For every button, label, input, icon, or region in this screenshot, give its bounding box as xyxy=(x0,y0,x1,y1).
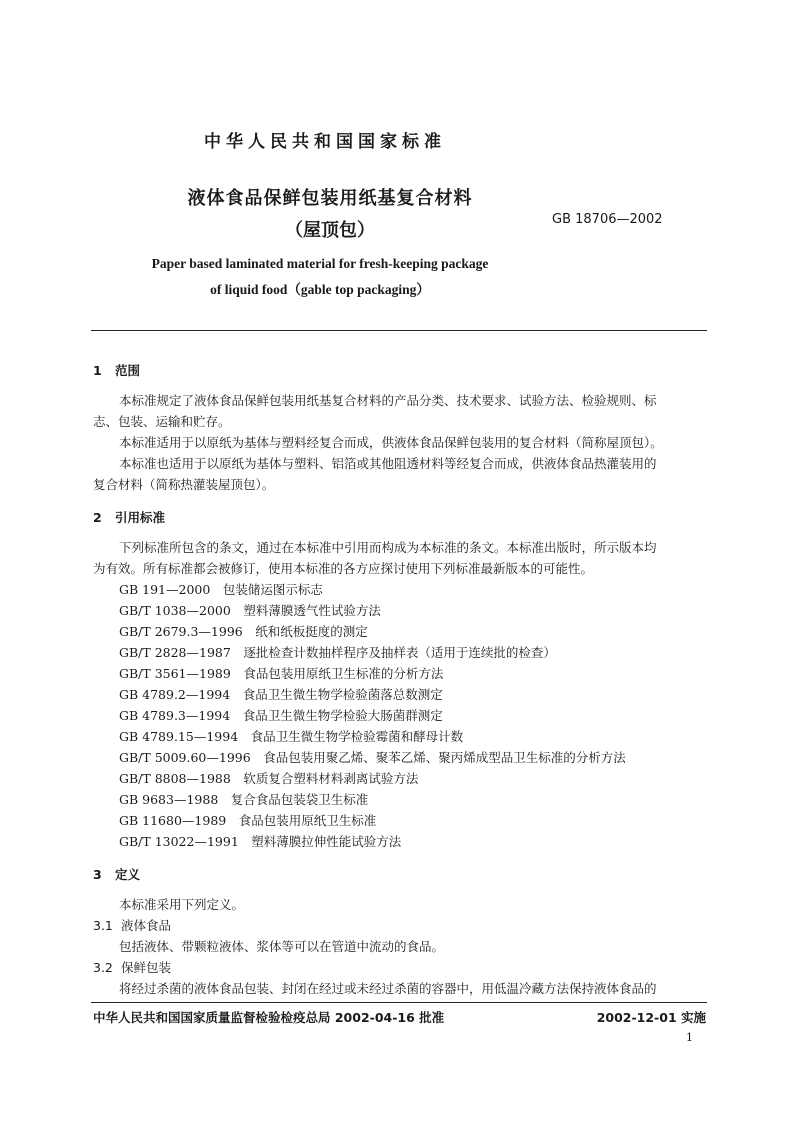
reference-item xyxy=(119,601,381,619)
section-2-heading xyxy=(93,508,165,526)
definition-number: 3.1 xyxy=(93,918,113,933)
reference-code: GB 4789.3—1994 xyxy=(119,708,231,723)
reference-name: 包装储运图示标志 xyxy=(222,582,323,597)
definition-3-1-heading xyxy=(93,916,171,934)
reference-code: GB 4789.2—1994 xyxy=(119,687,231,702)
definition-3-2-heading xyxy=(93,958,171,976)
paragraph: 本标准规定了液体食品保鲜包装用纸基复合材料的产品分类、技术要求、试验方法、检验规则、标 xyxy=(119,393,657,408)
reference-code: GB/T 13022—1991 xyxy=(119,834,239,849)
paragraph: 将经过杀菌的液体食品包装、封闭在经过或未经过杀菌的容器中，用低温冷藏方法保持液体食品的 xyxy=(119,981,657,996)
section-number: 1 xyxy=(93,363,102,378)
reference-name: 软质复合塑料材料剥离试验方法 xyxy=(243,771,419,786)
document-title: 液体食品保鲜包装用纸基复合材料 xyxy=(187,188,473,209)
footer-divider xyxy=(91,1002,707,1003)
reference-name: 食品卫生微生物学检验霉菌和酵母计数 xyxy=(250,729,464,744)
section-title: 范围 xyxy=(115,363,141,378)
reference-item xyxy=(119,832,401,850)
reference-name: 食品包装用原纸卫生标准 xyxy=(238,813,377,828)
reference-item xyxy=(119,769,418,787)
paragraph: 下列标准所包含的条文，通过在本标准中引用而构成为本标准的条文。本标准出版时，所示版本均 xyxy=(119,540,657,555)
national-standard-heading: 中华人民共和国国家标准 xyxy=(204,132,446,152)
standard-code: GB 18706—2002 xyxy=(552,212,663,227)
page-number: 1 xyxy=(686,1031,693,1044)
paragraph: 本标准适用于以原纸为基体与塑料经复合而成，供液体食品保鲜包装用的复合材料（简称屋顶包）。 xyxy=(119,435,663,450)
document-subtitle: （屋顶包） xyxy=(285,220,375,241)
reference-name: 食品包装用聚乙烯、聚苯乙烯、聚丙烯成型品卫生标准的分析方法 xyxy=(263,750,626,765)
reference-code: GB/T 2828—1987 xyxy=(119,645,231,660)
english-title-line-2: of liquid food（gable top packaging） xyxy=(210,282,430,297)
english-title-line-1: Paper based laminated material for fresh-keeping package xyxy=(151,256,489,271)
reference-item xyxy=(119,748,626,766)
implementation-date: 2002-12-01 实施 xyxy=(596,1010,706,1025)
reference-code: GB 11680—1989 xyxy=(119,813,227,828)
section-title: 引用标准 xyxy=(115,510,166,525)
header-divider xyxy=(91,330,707,331)
definition-term: 液体食品 xyxy=(120,918,171,933)
definition-term: 保鲜包装 xyxy=(120,960,171,975)
reference-code: GB 4789.15—1994 xyxy=(119,729,239,744)
reference-item xyxy=(119,727,463,745)
reference-item xyxy=(119,706,443,724)
reference-code: GB/T 2679.3—1996 xyxy=(119,624,243,639)
reference-item xyxy=(119,643,556,661)
section-title: 定义 xyxy=(115,867,141,882)
definition-number: 3.2 xyxy=(93,960,113,975)
paragraph: 本标准也适用于以原纸为基体与塑料、铝箔或其他阻透材料等经复合而成，供液体食品热灌装用的 xyxy=(119,456,657,471)
reference-name: 食品卫生微生物学检验大肠菌群测定 xyxy=(242,708,443,723)
section-number: 3 xyxy=(93,867,102,882)
reference-item xyxy=(119,622,368,640)
reference-code: GB/T 5009.60—1996 xyxy=(119,750,251,765)
section-1-heading xyxy=(93,361,140,379)
paragraph: 包括液体、带颗粒液体、浆体等可以在管道中流动的食品。 xyxy=(119,939,445,954)
reference-item xyxy=(119,580,323,598)
paragraph: 复合材料（简称热灌装屋顶包）。 xyxy=(93,477,275,492)
paragraph: 志、包装、运输和贮存。 xyxy=(93,414,231,429)
reference-name: 塑料薄膜拉伸性能试验方法 xyxy=(251,834,402,849)
reference-code: GB/T 3561—1989 xyxy=(119,666,231,681)
section-number: 2 xyxy=(93,510,102,525)
reference-item xyxy=(119,685,443,703)
reference-code: GB 9683—1988 xyxy=(119,792,219,807)
paragraph: 本标准采用下列定义。 xyxy=(119,897,245,912)
section-3-heading xyxy=(93,865,140,883)
reference-item xyxy=(119,790,368,808)
reference-code: GB 191—2000 xyxy=(119,582,211,597)
reference-code: GB/T 8808—1988 xyxy=(119,771,231,786)
reference-name: 逐批检查计数抽样程序及抽样表（适用于连续批的检查） xyxy=(243,645,556,660)
reference-name: 纸和纸板挺度的测定 xyxy=(255,624,368,639)
reference-name: 复合食品包装袋卫生标准 xyxy=(230,792,369,807)
reference-name: 食品卫生微生物学检验菌落总数测定 xyxy=(242,687,443,702)
reference-code: GB/T 1038—2000 xyxy=(119,603,231,618)
reference-name: 塑料薄膜透气性试验方法 xyxy=(243,603,381,618)
reference-name: 食品包装用原纸卫生标准的分析方法 xyxy=(243,666,444,681)
reference-item xyxy=(119,664,443,682)
paragraph: 为有效。所有标准都会被修订，使用本标准的各方应探讨使用下列标准最新版本的可能性。 xyxy=(93,561,594,576)
reference-item xyxy=(119,811,376,829)
approval-line: 中华人民共和国国家质量监督检验检疫总局 2002-04-16 批准 xyxy=(93,1010,445,1025)
